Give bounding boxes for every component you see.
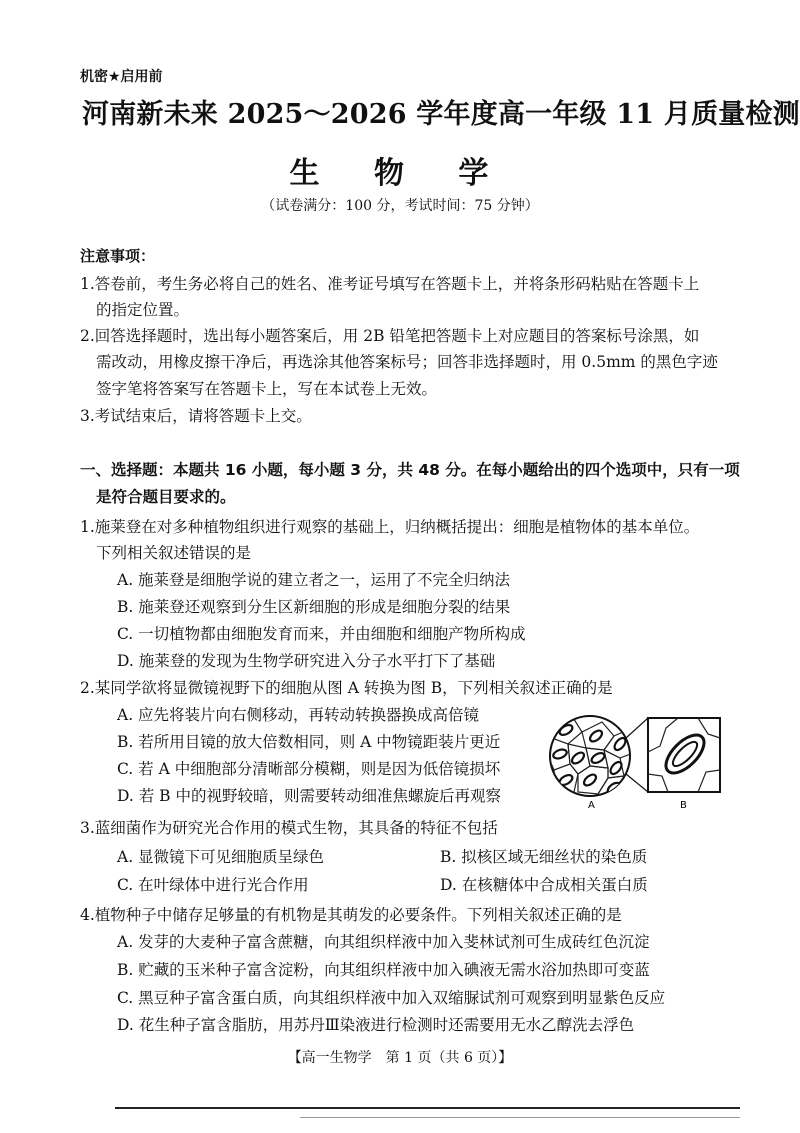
confidential-label: 机密★启用前 — [80, 69, 163, 85]
figure-label-b: B — [680, 800, 687, 811]
notes-line: 签字笔将答案写在答题卡上，写在本试卷上无效。 — [96, 380, 438, 398]
notes-line: 2.回答选择题时，选出每小题答案后，用 2B 铅笔把答题卡上对应题目的答案标号涂黑，如 — [80, 327, 700, 345]
question-1-stem: 1.施莱登在对多种植物组织进行观察的基础上，归纳概括提出：细胞是植物体的基本单位。 — [80, 518, 700, 536]
question-4-option: D. 花生种子富含脂肪，用苏丹Ⅲ染液进行检测时还需要用无水乙醇洗去浮色 — [117, 1016, 635, 1034]
notes-line: 3.考试结束后，请将答题卡上交。 — [80, 407, 312, 425]
question-3-option: A. 显微镜下可见细胞质呈绿色 — [117, 848, 325, 866]
figure-b — [648, 718, 720, 792]
figure-a — [548, 716, 636, 800]
notes-title: 注意事项： — [80, 247, 156, 265]
question-4-stem: 4.植物种子中储存足够量的有机物是其萌发的必要条件。下列相关叙述正确的是 — [80, 906, 622, 924]
question-3-option: C. 在叶绿体中进行光合作用 — [117, 876, 309, 894]
question-1-option: D. 施莱登的发现为生物学研究进入分子水平打下了基础 — [117, 652, 496, 670]
bottom-rule-thin — [300, 1117, 740, 1118]
question-3-option: D. 在核糖体中合成相关蛋白质 — [440, 876, 648, 894]
microscope-figure — [548, 712, 728, 812]
question-2-option: C. 若 A 中细胞部分清晰部分模糊，则是因为低倍镜损坏 — [117, 760, 501, 778]
exam-info: （试卷满分：100 分，考试时间：75 分钟） — [261, 198, 539, 214]
question-1-option: A. 施莱登是细胞学说的建立者之一，运用了不完全归纳法 — [117, 571, 511, 589]
question-1-option: B. 施莱登还观察到分生区新细胞的形成是细胞分裂的结果 — [117, 598, 511, 616]
question-4-option: C. 黑豆种子富含蛋白质，向其组织样液中加入双缩脲试剂可观察到明显紫色反应 — [117, 989, 666, 1007]
question-3-stem: 3.蓝细菌作为研究光合作用的模式生物，其具备的特征不包括 — [80, 819, 498, 837]
question-2-stem: 2.某同学欲将显微镜视野下的细胞从图 A 转换为图 B，下列相关叙述正确的是 — [80, 679, 613, 697]
notes-line: 的指定位置。 — [96, 301, 190, 319]
question-1-stem: 下列相关叙述错误的是 — [96, 544, 252, 562]
question-2-option: D. 若 B 中的视野较暗，则需要转动细准焦螺旋后再观察 — [117, 787, 501, 805]
exam-title: 河南新未来 2025～2026 学年度高一年级 11 月质量检测 — [82, 99, 800, 130]
question-2-option: A. 应先将装片向右侧移动，再转动转换器换成高倍镜 — [117, 706, 480, 724]
question-4-option: B. 贮藏的玉米种子富含淀粉，向其组织样液中加入碘液无需水浴加热即可变蓝 — [117, 961, 650, 979]
page-footer: 【高一生物学 第 1 页（共 6 页）】 — [287, 1050, 513, 1066]
question-1-option: C. 一切植物都由细胞发育而来，并由细胞和细胞产物所构成 — [117, 625, 526, 643]
question-3-option: B. 拟核区域无细丝状的染色质 — [440, 848, 648, 866]
notes-line: 需改动，用橡皮擦干净后，再选涂其他答案标号；回答非选择题时，用 0.5mm 的黑色字迹 — [96, 353, 718, 371]
bottom-rule — [115, 1107, 740, 1109]
question-2-option: B. 若所用目镜的放大倍数相同，则 A 中物镜距装片更近 — [117, 733, 501, 751]
subject-title: 生 物 学 — [289, 156, 511, 191]
notes-line: 1.答卷前，考生务必将自己的姓名、准考证号填写在答题卡上，并将条形码粘贴在答题卡上 — [80, 275, 700, 293]
figure-label-a: A — [588, 800, 595, 811]
section-heading: 一、选择题：本题共 16 小题，每小题 3 分，共 48 分。在每小题给出的四个选项中，只有一项 — [80, 461, 740, 479]
section-heading: 是符合题目要求的。 — [96, 488, 236, 506]
question-4-option: A. 发芽的大麦种子富含蔗糖，向其组织样液中加入斐林试剂可生成砖红色沉淀 — [117, 933, 650, 951]
